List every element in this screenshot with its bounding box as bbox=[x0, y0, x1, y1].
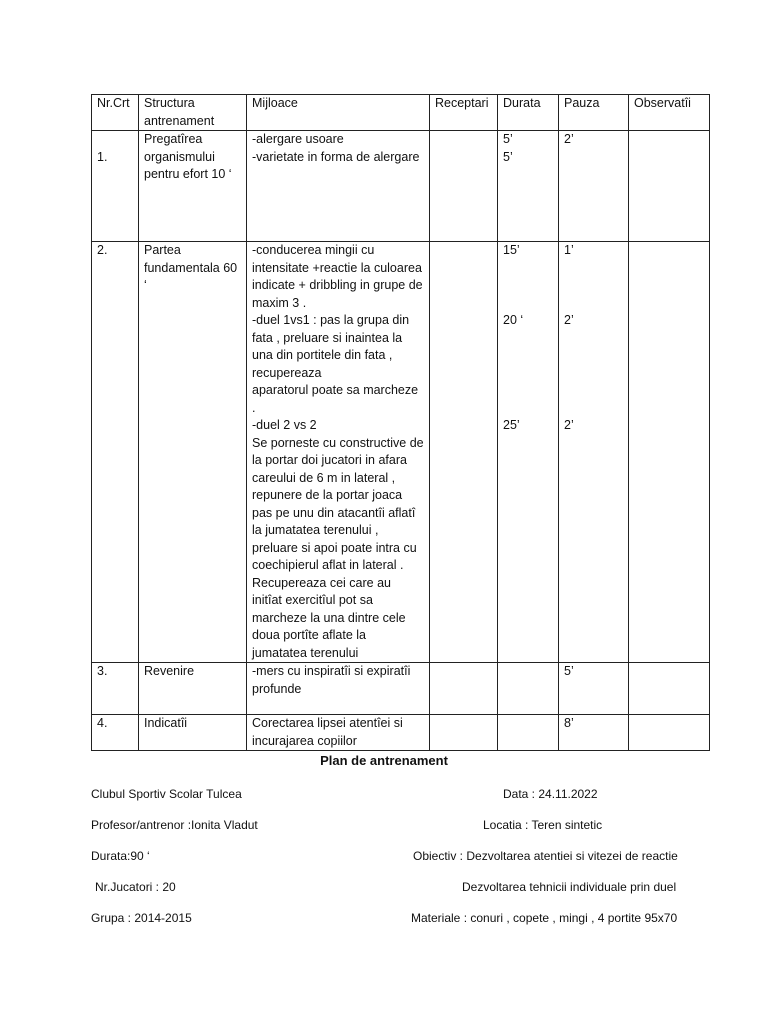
row-observatii bbox=[629, 131, 710, 242]
players-count: Nr.Jucatori : 20 bbox=[95, 880, 176, 894]
location-field: Locatia : Teren sintetic bbox=[483, 818, 603, 832]
header-mijloace: Mijloace bbox=[247, 95, 430, 131]
row-observatii bbox=[629, 242, 710, 663]
row-structura: Indicatîi bbox=[139, 715, 247, 751]
header-observatii: Observatîi bbox=[629, 95, 710, 131]
header-receptari: Receptari bbox=[430, 95, 498, 131]
materials-field: Materiale : conuri , copete , mingi , 4 portite 95x70 bbox=[411, 911, 678, 925]
page-title: Plan de antrenament bbox=[320, 753, 448, 768]
row-nr: 3. bbox=[92, 663, 139, 715]
row-durata: 15’ 20 ‘ 25’ bbox=[498, 242, 559, 663]
row-durata: 5’ 5’ bbox=[498, 131, 559, 242]
table-row bbox=[92, 715, 710, 751]
row-observatii bbox=[629, 715, 710, 751]
duration-field: Durata:90 ‘ bbox=[91, 849, 150, 863]
date-field: Data : 24.11.2022 bbox=[503, 787, 598, 801]
header-nr-crt: Nr.Crt bbox=[92, 95, 139, 131]
row-pauza: 8’ bbox=[559, 715, 629, 751]
header-structura: Structura antrenament bbox=[139, 95, 247, 131]
row-mijloace: Corectarea lipsei atentîei si incurajarea copiilor bbox=[247, 715, 430, 751]
row-receptari bbox=[430, 242, 498, 663]
objective-secondary: Dezvoltarea tehnicii individuale prin duel bbox=[462, 880, 677, 894]
row-structura: Partea fundamentala 60 ‘ bbox=[139, 242, 247, 663]
row-durata bbox=[498, 715, 559, 751]
header-durata: Durata bbox=[498, 95, 559, 131]
row-nr: 1. bbox=[92, 131, 139, 242]
row-pauza: 5’ bbox=[559, 663, 629, 715]
row-nr: 4. bbox=[92, 715, 139, 751]
header-pauza: Pauza bbox=[559, 95, 629, 131]
row-observatii bbox=[629, 663, 710, 715]
row-receptari bbox=[430, 715, 498, 751]
row-receptari bbox=[430, 131, 498, 242]
training-plan-table bbox=[91, 94, 710, 751]
table-row bbox=[92, 131, 710, 242]
row-pauza: 1’ 2’ 2’ bbox=[559, 242, 629, 663]
table-header-row bbox=[92, 95, 710, 131]
club-name: Clubul Sportiv Scolar Tulcea bbox=[91, 787, 242, 801]
row-mijloace: -conducerea mingii cu intensitate +reactie la culoarea indicate + dribbling in grupe de maxim 3 . -duel 1vs1 : pas la grupa din fata , preluare si inaintea la una din portitele din fata , recupereaza aparatorul poate sa marcheze . -duel 2 vs 2 Se porneste cu constructive de la portar doi jucatori in afara careului de 6 m in lateral , repunere de la portar joaca pas pe unu din atacantîi aflatî la jumatatea terenului , preluare si apoi poate intra cu coechipierul aflat in lateral . Recupereaza cei care au initîat exercitîul pot sa marcheze la una dintre cele doua portîte aflate la jumatatea terenului bbox=[247, 242, 430, 663]
row-pauza: 2’ bbox=[559, 131, 629, 242]
row-structura: Revenire bbox=[139, 663, 247, 715]
objective-field: Obiectiv : Dezvoltarea atentiei si vitezei de reactie bbox=[413, 849, 678, 863]
coach-name: Profesor/antrenor :Ionita Vladut bbox=[91, 818, 258, 832]
table-row bbox=[92, 242, 710, 663]
row-mijloace: -mers cu inspiratîi si expiratîi profunde bbox=[247, 663, 430, 715]
row-receptari bbox=[430, 663, 498, 715]
row-mijloace: -alergare usoare -varietate in forma de alergare bbox=[247, 131, 430, 242]
row-structura: Pregatîrea organismului pentru efort 10 ‘ bbox=[139, 131, 247, 242]
row-durata bbox=[498, 663, 559, 715]
table-row bbox=[92, 663, 710, 715]
group-field: Grupa : 2014-2015 bbox=[91, 911, 192, 925]
row-nr: 2. bbox=[92, 242, 139, 663]
